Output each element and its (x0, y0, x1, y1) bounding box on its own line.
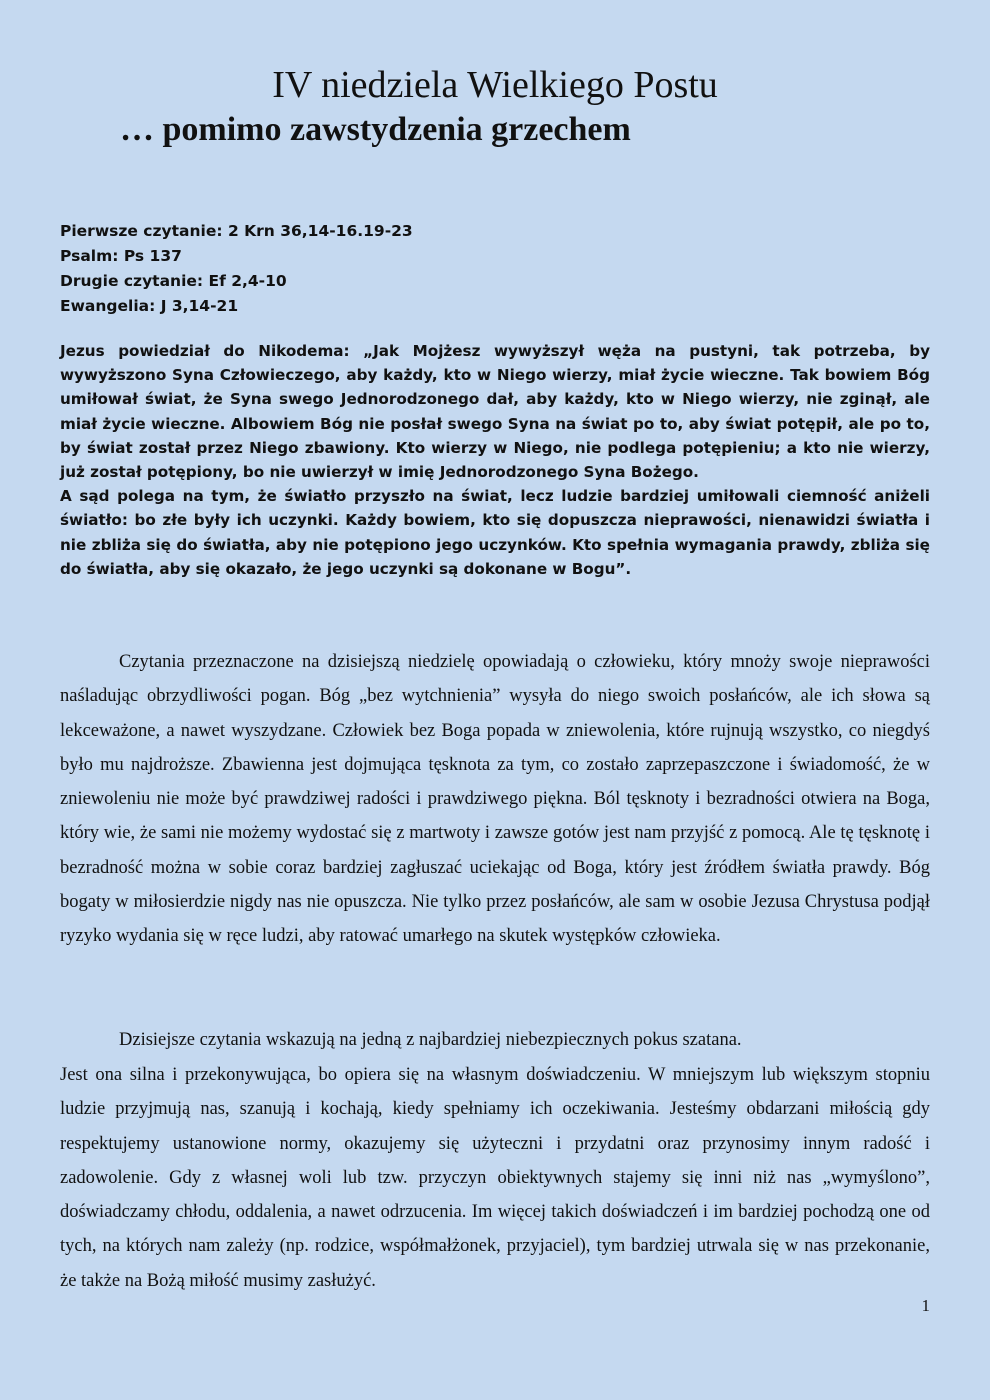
page-number: 1 (921, 1296, 930, 1315)
gospel-paragraph: A sąd polega na tym, że światło przyszło na świat, lecz ludzie bardziej umiłowali ciemność aniżeli światło: bo złe były ich uczynki. Każdy bowiem, kto się dopuszcza nieprawości, nienawidzi światła i nie zbliża się do światła, aby nie potępiono jego uczynków. Kto spełnia wymagania prawdy, zbliża się do światła, aby się okazało, że jego uczynki są dokonane w Bogu”. (60, 487, 930, 578)
reading-psalm: Psalm: Ps 137 (60, 247, 182, 265)
gospel-paragraph: Jezus powiedział do Nikodema: „Jak Mojżesz wywyższył węża na pustyni, tak potrzeba, by wywyższono Syna Człowieczego, aby każdy, kto w Niego wierzy, miał życie wieczne. Tak bowiem Bóg umiłował świat, że Syna swego Jednorodzonego dał, aby każdy, kto w Niego wierzy, nie zginął, ale miał życie wieczne. Albowiem Bóg nie posłał swego Syna na świat po to, aby świat potępił, ale po to, by świat został przez Niego zbawiony. Kto wierzy w Niego, nie podlega potępieniu; a kto nie wierzy, już został potępiony, bo nie uwierzył w imię Jednorodzonego Syna Bożego. (60, 342, 930, 482)
reading-gospel: Ewangelia: J 3,14-21 (60, 297, 239, 315)
reading-first: Pierwsze czytanie: 2 Krn 36,14-16.19-23 (60, 222, 413, 240)
commentary-paragraph: Jest ona silna i przekonywująca, bo opiera się na własnym doświadczeniu. W mniejszym lub większym stopniu ludzie przyjmują nas, szanują i kochają, kiedy spełniamy ich oczekiwania. Jesteśmy obdarzani miłością gdy respektujemy ustanowione normy, okazujemy się użyteczni i przydatni oraz przynosimy innym radość i zadowolenie. Gdy z własnej woli lub tzw. przyczyn obiektywnych stajemy się inni niż nas „wymyślono”, doświadczamy chłodu, oddalenia, a nawet odrzucenia. Im więcej takich doświadczeń i im bardziej pochodzą one od tych, na których nam zależy (np. rodzice, współmałżonek, przyjaciel), tym bardziej utrwala się w nas przekonanie, że także na Bożą miłość musimy zasłużyć. (60, 1065, 930, 1291)
page-subtitle: … pomimo zawstydzenia grzechem (120, 111, 631, 148)
commentary-paragraph: Czytania przeznaczone na dzisiejszą niedzielę opowiadają o człowieku, który mnoży swoje nieprawości naśladując obrzydliwości pogan. Bóg „bez wytchnienia” wysyła do niego swoich posłańców, ale ich słowa są lekceważone, a nawet wyszydzane. Człowiek bez Boga popada w zniewolenia, które rujnują wszystko, co niegdyś było mu najdroższe. Zbawienna jest dojmująca tęsknota za tym, co zostało zaprzepaszczone i świadomość, że w zniewoleniu nie może być prawdziwej radości i prawdziwego piękna. Ból tęsknoty i bezradności otwiera na Boga, który wie, że sami nie możemy wydostać się z martwoty i zawsze gotów jest nam przyjść z pomocą. Ale tę tęsknotę i bezradność można w sobie coraz bardziej zagłuszać uciekając od Boga, który jest źródłem światła prawdy. Bóg bogaty w miłosierdzie nigdy nas nie opuszcza. Nie tylko przez posłańców, ale sam w osobie Jezusa Chrystusa podjął ryzyko wydania się w ręce ludzi, aby ratować umarłego na skutek występków człowieka. (60, 652, 930, 947)
reading-second: Drugie czytanie: Ef 2,4-10 (60, 272, 287, 290)
readings-list (60, 219, 413, 319)
page-title: IV niedziela Wielkiego Postu (272, 64, 718, 106)
commentary-paragraph-lead: Dzisiejsze czytania wskazują na jedną z najbardziej niebezpiecznych pokus szatana. (119, 1030, 742, 1050)
gospel-text (60, 339, 930, 581)
